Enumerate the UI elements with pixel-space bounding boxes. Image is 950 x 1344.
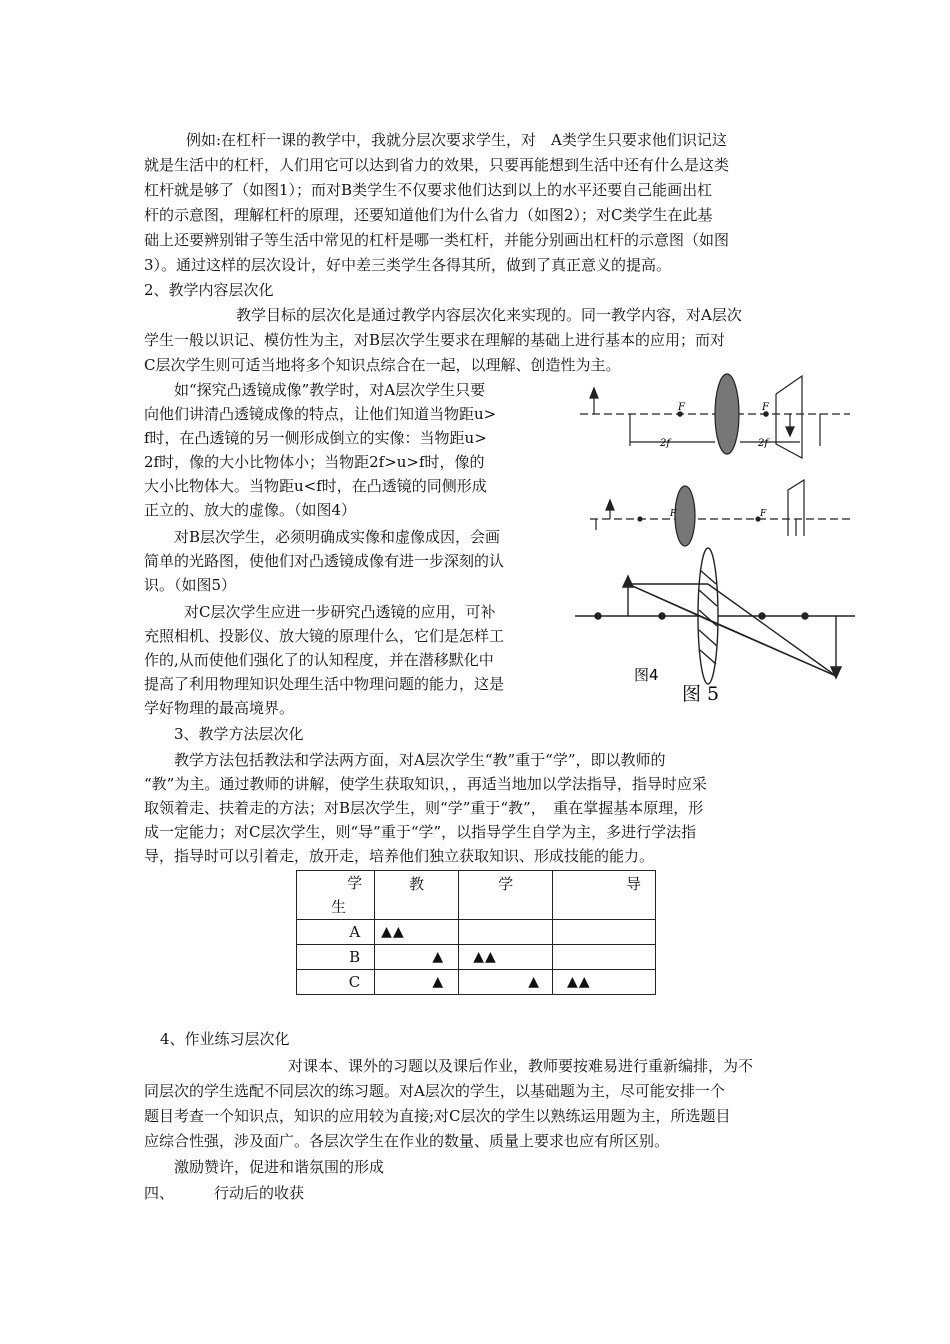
- text-line: 对B层次学生，必须明确成实像和虚像成因，会画: [174, 528, 501, 546]
- text-line: 学生一般以识记、模仿性为主，对B层次学生要求在理解的基础上进行基本的应用；而对: [144, 331, 726, 349]
- table-header-row: [297, 871, 656, 920]
- text-line: 学好物理的最高境界。: [144, 699, 295, 717]
- text-line: 杆的示意图，理解杠杆的原理，还要知道他们为什么省力（如图2）；对C类学生在此基: [144, 206, 713, 224]
- ray-diagram: [575, 548, 855, 684]
- mark-cell: [459, 920, 553, 945]
- text-line: 向他们讲清凸透镜成像的特点，让他们知道当物距u>: [144, 405, 497, 423]
- mark-cell: [553, 945, 656, 970]
- text-line: 应综合性强，涉及面广。各层次学生在作业的数量、质量上要求也应有所区别。: [144, 1132, 670, 1150]
- table-row: [297, 920, 656, 945]
- text-line: 激励赞许，促进和谐氛围的形成: [174, 1158, 385, 1176]
- text-line: 教学目标的层次化是通过教学内容层次化来实现的。同一教学内容，对A层次: [236, 306, 742, 324]
- text-line: 成一定能力；对C层次学生，则“导”重于“学”，以指导学生自学为主，多进行学法指: [144, 823, 697, 841]
- text-line: “教”为主。通过教师的讲解，使学生获取知识，，再适当地加以学法指导，指导时应采: [144, 775, 707, 793]
- figure-caption: 图4: [634, 666, 659, 684]
- table-header-cell: 导: [553, 871, 656, 920]
- section-heading: 4、作业练习层次化: [160, 1030, 290, 1048]
- mark-cell: ▲▲: [459, 945, 553, 970]
- table-header-cell: 学: [459, 871, 553, 920]
- text-line: 充照相机、投影仪、放大镜的原理什么，它们是怎样工: [144, 627, 505, 645]
- mark-cell: ▲▲: [553, 970, 656, 995]
- table-row: [297, 945, 656, 970]
- text-line: 简单的光路图，使他们对凸透镜成像有进一步深刻的认: [144, 552, 505, 570]
- row-label: C: [297, 970, 375, 995]
- text-line: C层次学生则可适当地将多个知识点综合在一起，以理解、创造性为主。: [144, 356, 621, 374]
- text-line: 2f时，像的大小比物体小；当物距2f>u>f时，像的: [144, 453, 485, 471]
- text-line: 识。（如图5）: [144, 576, 237, 594]
- mark-cell: ▲: [459, 970, 553, 995]
- mark-cell: ▲: [375, 970, 459, 995]
- focus-label: F: [762, 402, 769, 413]
- section-heading: 行动后的收获: [214, 1184, 305, 1202]
- lens-diagram-middle: [590, 480, 850, 546]
- table-corner-cell: [297, 871, 375, 920]
- table-header-cell: 教: [375, 871, 459, 920]
- lens-figure: [570, 370, 860, 710]
- section-heading: 3、教学方法层次化: [174, 725, 304, 743]
- text-line: 提高了利用物理知识处理生活中物理问题的能力，这是: [144, 675, 505, 693]
- section-number: 四、: [144, 1184, 175, 1202]
- mark-cell: [553, 920, 656, 945]
- text-line: 就是生活中的杠杆，人们用它可以达到省力的效果，只要再能想到生活中还有什么是这类: [144, 156, 730, 174]
- header-text: 学: [347, 874, 363, 892]
- section-heading: 2、教学内容层次化: [144, 281, 274, 299]
- text-line: 对课本、课外的习题以及课后作业，教师要按难易进行重新编排，为不: [288, 1057, 754, 1075]
- mark-cell: ▲▲: [375, 920, 459, 945]
- lens-diagram-top: [580, 374, 850, 458]
- distance-label: 2f: [660, 438, 671, 449]
- text-line: 础上还要辨别钳子等生活中常见的杠杆是哪一类杠杆，并能分别画出杠杆的示意图（如图: [144, 231, 730, 249]
- figure-caption: 图 5: [682, 683, 720, 705]
- text-line: 教学方法包括教法和学法两方面，对A层次学生“教”重于“学”，即以教师的: [174, 751, 666, 769]
- text-line: 正立的、放大的虚像。（如图4）: [144, 501, 357, 519]
- method-table: [296, 870, 656, 995]
- text-line: 导，指导时可以引着走，放开走，培养他们独立获取知识、形成技能的能力。: [144, 847, 655, 865]
- focus-label: F: [760, 509, 767, 519]
- row-label: B: [297, 945, 375, 970]
- text-line: 题目考查一个知识点，知识的应用较为直接;对C层次的学生以熟练运用题为主，所选题目: [144, 1107, 731, 1125]
- header-text: 生: [331, 898, 347, 916]
- text-line: 如“探究凸透镜成像”教学时，对A层次学生只要: [174, 381, 486, 399]
- text-line: 大小比物体大。当物距u<f时，在凸透镜的同侧形成: [144, 477, 487, 495]
- text-line: 杠杆就是够了（如图1）；而对B类学生不仅要求他们达到以上的水平还要自己能画出杠: [144, 181, 713, 199]
- table-row: [297, 970, 656, 995]
- text-line: 对C层次学生应进一步研究凸透镜的应用，可补: [184, 603, 496, 621]
- text-line: 同层次的学生选配不同层次的练习题。对A层次的学生，以基础题为主，尽可能安排一个: [144, 1082, 725, 1100]
- mark-cell: ▲: [375, 945, 459, 970]
- row-label: A: [297, 920, 375, 945]
- text-line: 作的,从而使他们强化了的认知程度，并在潜移默化中: [144, 651, 494, 669]
- text-line: 3）。通过这样的层次设计，好中差三类学生各得其所，做到了真正意义的提高。: [144, 256, 672, 274]
- focus-label: F: [678, 402, 685, 413]
- focus-label: F: [670, 509, 677, 519]
- text-line: 取领着走、扶着走的方法；对B层次学生，则“学”重于“教”， 重在掌握基本原理，形: [144, 799, 704, 817]
- text-line: f时，在凸透镜的另一侧形成倒立的实像：当物距u>: [144, 429, 487, 447]
- distance-label: 2f: [758, 438, 769, 449]
- text-line: 例如:在杠杆一课的教学中，我就分层次要求学生，对 A类学生只要求他们识记这: [186, 131, 727, 149]
